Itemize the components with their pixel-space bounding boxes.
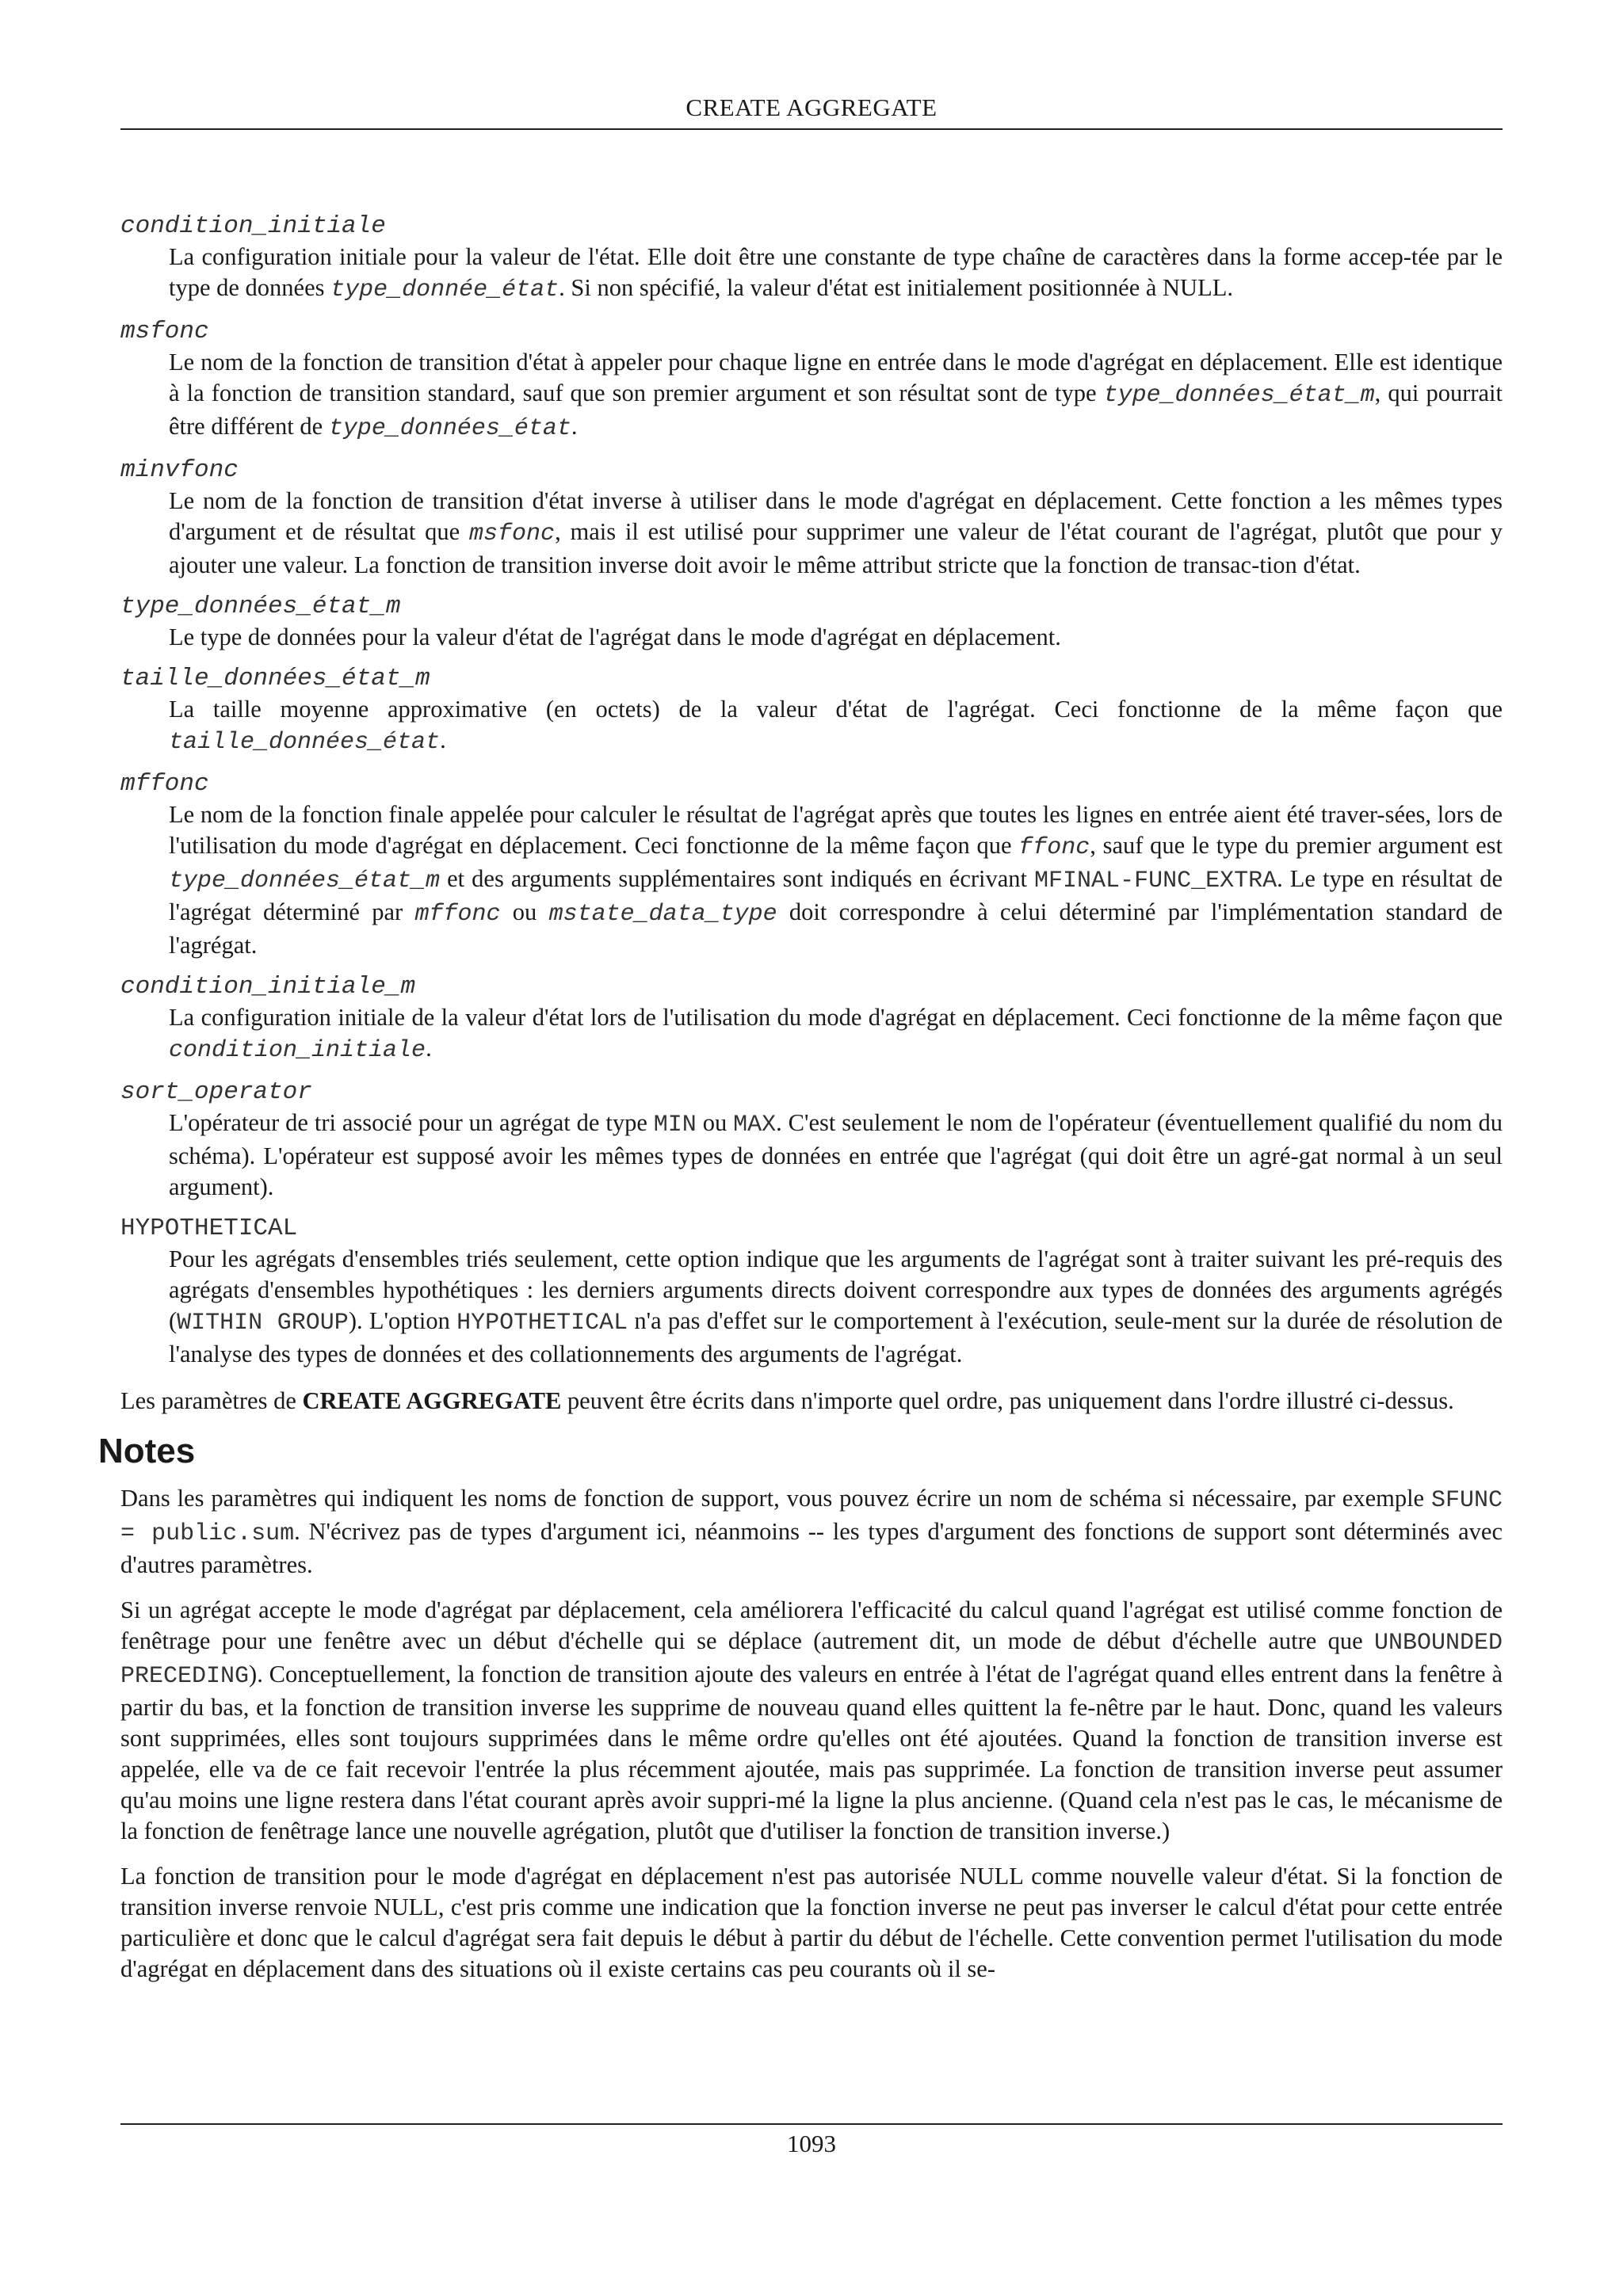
inline-code: SFUNC = public.sum — [120, 1487, 1503, 1547]
text-run: doit correspondre à celui déterminé par l'implémentation standard de l'agrégat. — [169, 898, 1503, 959]
inline-code: ffonc — [1018, 834, 1090, 861]
parameter-term: HYPOTHETICAL — [120, 1215, 298, 1242]
header-rule — [120, 128, 1503, 130]
text-run: La taille moyenne approximative (en octets) de la valeur d'état de l'agrégat. Ceci fonctionne de la même façon que — [169, 696, 1503, 723]
text-run: . — [440, 727, 446, 753]
notes-section — [120, 1483, 1503, 1985]
inline-code: HYPOTHETICAL — [456, 1310, 628, 1337]
text-run: ou — [696, 1109, 734, 1136]
text-run: Pour les agrégats d'ensembles triés seulement, cette option indique que les arguments de l'agrégat sont à traiter suivant les pré-requis des agrégats d'ensembles hypothétiques : les derniers arguments directs doivent correspondre aux types de données des arguments agrégés ( — [169, 1245, 1503, 1334]
parameter-definition — [169, 242, 1503, 306]
parameter-definition — [169, 622, 1503, 653]
footer-rule — [120, 2123, 1503, 2125]
text-run: . — [571, 413, 578, 440]
notes-paragraph — [120, 1483, 1503, 1581]
parameter-list — [120, 211, 1503, 1370]
inline-code: type_données_état_m — [169, 868, 441, 894]
inline-code: MFINAL-FUNC_EXTRA — [1034, 868, 1277, 894]
text-run: Le nom de la fonction finale appelée pour calculer le résultat de l'agrégat après que toutes les lignes en entrée aient été traver-sées, lors de l'utilisation du mode d'agrégat en déplacement. Ceci fonctionne de la même façon que — [169, 801, 1503, 859]
running-header: CREATE AGGREGATE — [685, 93, 938, 121]
parameter-term: mffonc — [120, 770, 209, 798]
bold-text: CREATE AGGREGATE — [302, 1387, 562, 1414]
parameter-term: taille_données_état_m — [120, 665, 430, 692]
text-run: ). L'option — [348, 1307, 457, 1334]
text-run: , sauf que le type du premier argument est — [1090, 832, 1503, 859]
text-run: ou — [500, 898, 549, 925]
text-run: . — [426, 1035, 432, 1062]
inline-code: msfonc — [469, 521, 556, 547]
inline-code: mffonc — [414, 901, 501, 928]
page-content — [98, 211, 1503, 1999]
inline-code: WITHIN GROUP — [177, 1310, 349, 1337]
inline-code: condition_initiale — [169, 1037, 426, 1064]
text-run: Le nom de la fonction de transition d'état inverse à utiliser dans le mode d'agrégat en déplacement. Cette fonction a les mêmes types d'argument et de résultat que — [169, 487, 1503, 545]
text-run: . Si non spécifié, la valeur d'état est initialement positionnée à NULL. — [559, 274, 1233, 301]
text-run: Les paramètres de — [120, 1387, 303, 1414]
text-run: . Le type en résultat de l'agrégat déterminé par — [169, 865, 1503, 925]
parameter-term: sort_operator — [120, 1078, 312, 1106]
notes-paragraph — [120, 1595, 1503, 1847]
text-run: La configuration initiale de la valeur d'état lors de l'utilisation du mode d'agrégat en déplacement. Ceci fonctionne de la même façon que — [169, 1004, 1503, 1031]
parameter-definition — [169, 1244, 1503, 1370]
text-run: La configuration initiale pour la valeur de l'état. Elle doit être une constante de type chaîne de caractères dans la forme accep-tée par le type de données — [169, 243, 1503, 301]
text-run: La fonction de transition pour le mode d'agrégat en déplacement n'est pas autorisée NULL comme nouvelle valeur d'état. Si la fonction de transition inverse renvoie NULL, c'est pris comme une indication que la fonction inverse ne peut pas inverser le calcul d'état pour cette entrée particulière et donc que le calcul d'agrégat sera fait depuis le début à partir du début de l'échelle. Cette convention permet l'utilisation du mode d'agrégat en déplacement dans des situations où il existe certains cas peu courants où il se- — [120, 1863, 1503, 1982]
text-run: Dans les paramètres qui indiquent les noms de fonction de support, vous pouvez écrire un nom de schéma si nécessaire, par exemple — [120, 1485, 1431, 1512]
text-run: , mais il est utilisé pour supprimer une valeur de l'état courant de l'agrégat, plutôt que pour y ajouter une valeur. La fonction de transition inverse doit avoir le même attribut stricte que la fonction de transac-tion d'état. — [169, 518, 1503, 578]
text-run: peuvent être écrits dans n'importe quel ordre, pas uniquement dans l'ordre illustré ci-dessus. — [561, 1387, 1454, 1414]
parameter-term: msfonc — [120, 318, 209, 345]
parameter-definition — [169, 799, 1503, 961]
text-run: Le nom de la fonction de transition d'état à appeler pour chaque ligne en entrée dans le mode d'agrégat en déplacement. Elle est identique à la fonction de transition standard, sauf que son premier argument et son résultat sont de type — [169, 349, 1503, 406]
inline-code: mstate_data_type — [548, 901, 777, 928]
text-run: et des arguments supplémentaires sont indiqués en écrivant — [440, 865, 1035, 892]
text-run: ). Conceptuellement, la fonction de transition ajoute des valeurs en entrée à l'état de l'agrégat quand elles entrent dans la fenêtre à partir du bas, et la fonction de transition inverse les supprime de nouveau quand elles quittent la fe-nêtre par le haut. Donc, quand les valeurs sont supprimées, elles sont toujours supprimées dans le même ordre qu'elles ont été ajoutées. Quand la fonction de transition inverse est appelée, elle va de ce fait recevoir l'entrée la plus récemment ajoutée, mais pas supprimée. La fonction de transition inverse peut assumer qu'au moins une ligne restera dans l'état courant après avoir suppri-mé la ligne la plus ancienne. (Quand cela n'est pas le cas, le mécanisme de la fonction de fenêtrage lance une nouvelle agrégation, plutôt que d'utiliser la fonction de transition inverse.) — [120, 1661, 1503, 1844]
parameter-definition — [169, 694, 1503, 758]
notes-paragraph — [120, 1861, 1503, 1985]
text-run: , qui pourrait être différent de — [169, 379, 1503, 440]
text-run: . C'est seulement le nom de l'opérateur (éventuellement qualifié du nom du schéma). L'opérateur est supposé avoir les mêmes types de données en entrée que l'agrégat (qui doit être un agré-gat normal à un seul argument). — [169, 1109, 1503, 1200]
parameters-order-paragraph — [120, 1386, 1503, 1417]
parameter-definition — [169, 347, 1503, 444]
notes-heading: Notes — [98, 1432, 196, 1470]
text-run: n'a pas d'effet sur le comportement à l'exécution, seule-ment sur la durée de résolution de l'analyse des types de données et des collationnements des arguments de l'agrégat. — [169, 1307, 1503, 1367]
inline-code: type_donnée_état — [330, 277, 559, 303]
parameter-term: minvfonc — [120, 456, 239, 484]
parameter-term: type_données_état_m — [120, 593, 401, 620]
parameter-definition — [169, 486, 1503, 581]
inline-code: UNBOUNDED PRECEDING — [120, 1630, 1503, 1690]
inline-code: type_données_état_m — [1103, 382, 1375, 409]
parameter-definition — [169, 1002, 1503, 1066]
inline-code: taille_données_état — [169, 729, 441, 756]
parameter-term: condition_initiale_m — [120, 973, 416, 1001]
inline-code: type_données_état — [328, 415, 571, 442]
text-run: L'opérateur de tri associé pour un agrégat de type — [169, 1109, 654, 1136]
text-run: Si un agrégat accepte le mode d'agrégat par déplacement, cela améliorera l'efficacité du calcul quand l'agrégat est utilisé comme fonction de fenêtrage pour une fenêtre avec un début d'échelle qui se déplace (autrement dit, un mode de début d'échelle autre que — [120, 1596, 1503, 1654]
text-run: . N'écrivez pas de types d'argument ici, néanmoins -- les types d'argument des fonctions de support sont déterminés avec d'autres paramètres. — [120, 1518, 1503, 1578]
inline-code: MIN — [653, 1112, 697, 1138]
parameter-definition — [169, 1108, 1503, 1203]
parameter-term: condition_initiale — [120, 212, 386, 240]
inline-code: MAX — [733, 1112, 777, 1138]
text-run: Le type de données pour la valeur d'état de l'agrégat dans le mode d'agrégat en déplacement. — [169, 624, 1061, 650]
page-number: 1093 — [787, 2130, 836, 2157]
